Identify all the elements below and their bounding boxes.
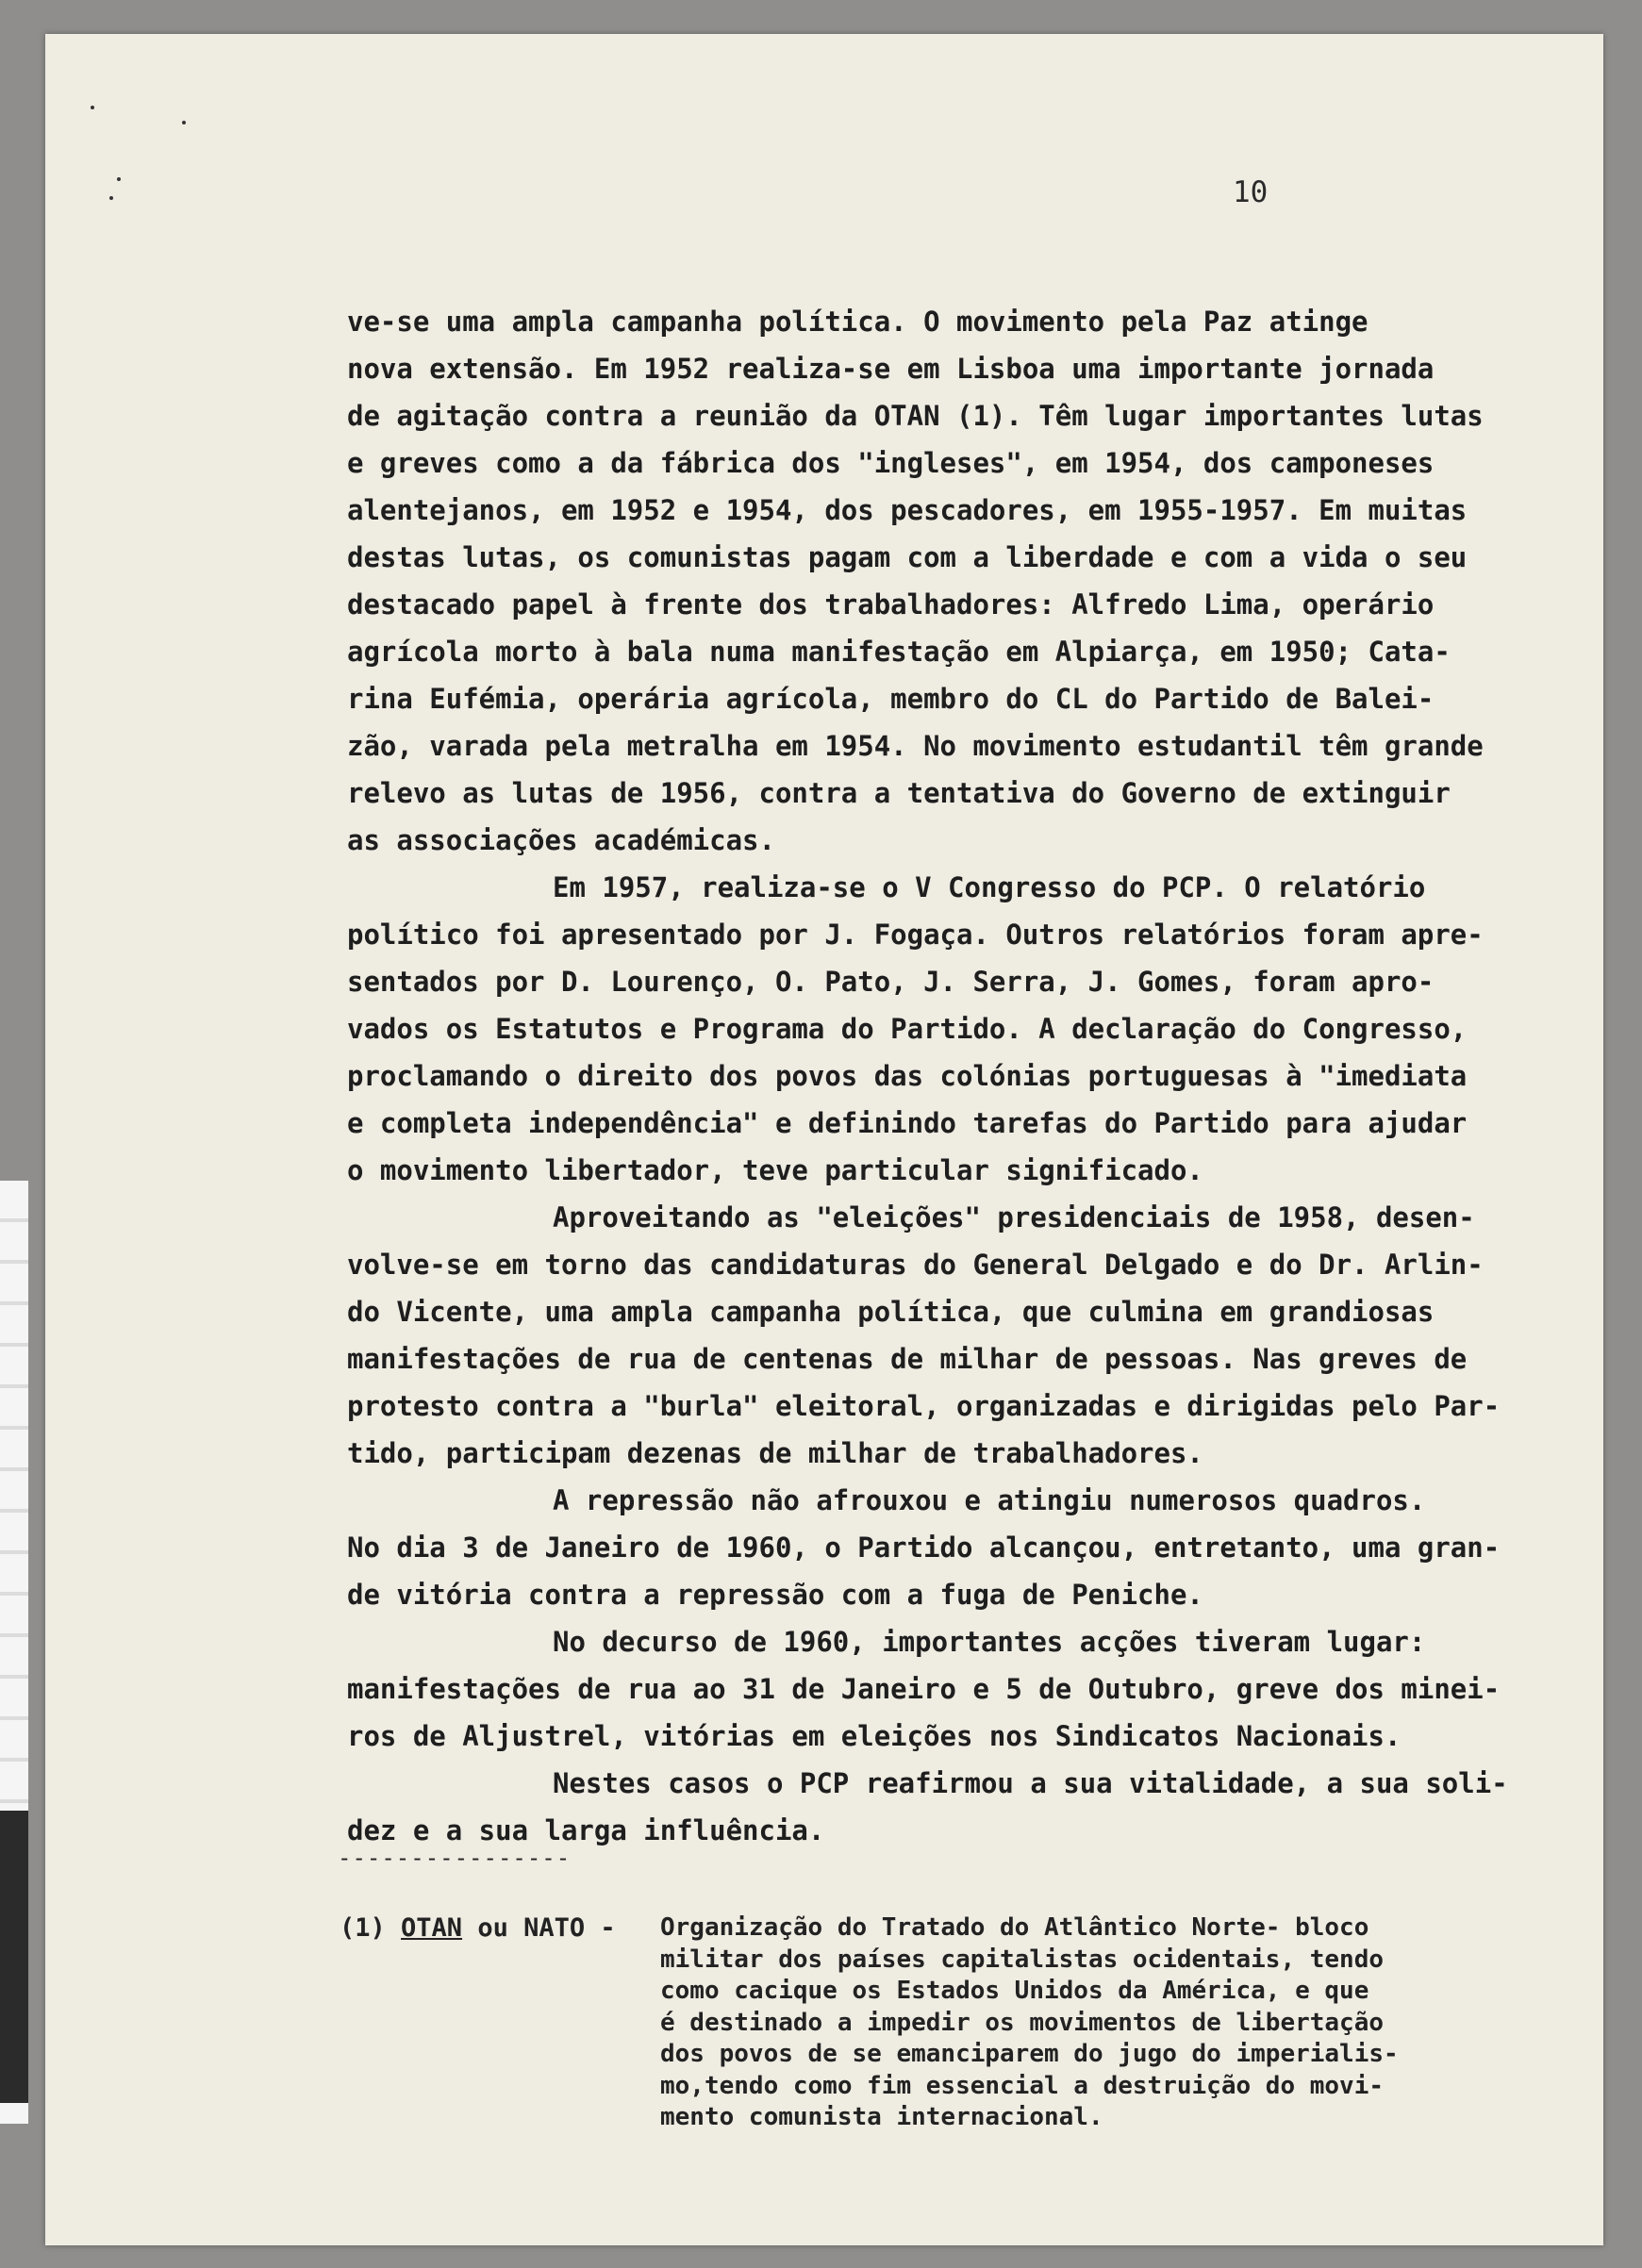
footnote-line: mo,tendo como fim essencial a destruição do movi- xyxy=(660,2071,1385,2100)
text-line: e greves como a da fábrica dos "ingleses", em 1954, dos camponeses xyxy=(347,447,1435,479)
text-line: No dia 3 de Janeiro de 1960, o Partido alcançou, entretanto, uma gran- xyxy=(347,1531,1501,1564)
text-line: e completa independência" e definindo tarefas do Partido para ajudar xyxy=(347,1107,1468,1139)
text-line: vados os Estatutos e Programa do Partido. A declaração do Congresso, xyxy=(347,1013,1468,1045)
footnote-line: mento comunista internacional. xyxy=(660,2103,1103,2131)
footnote-label xyxy=(340,1912,660,2134)
text-line: ros de Aljustrel, vitórias em eleições nos Sindicatos Nacionais. xyxy=(347,1720,1402,1752)
footnote-marker: (1) xyxy=(340,1913,402,1943)
text-line: nova extensão. Em 1952 realiza-se em Lisboa uma importante jornada xyxy=(347,353,1435,385)
footnote xyxy=(340,1912,1556,2134)
text-line: volve-se em torno das candidaturas do General Delgado e do Dr. Arlin- xyxy=(347,1249,1484,1281)
text-line: o movimento libertador, teve particular significado. xyxy=(347,1154,1203,1186)
text-line: Nestes casos o PCP reafirmou a sua vitalidade, a sua soli- xyxy=(553,1767,1508,1799)
text-line: de vitória contra a repressão com a fuga de Peniche. xyxy=(347,1579,1203,1611)
text-line: Aproveitando as "eleições" presidenciais de 1958, desen- xyxy=(553,1201,1475,1233)
footnote-body xyxy=(660,1912,1556,2134)
footnote-term-rest: ou NATO - xyxy=(462,1913,631,1943)
text-line: tido, participam dezenas de milhar de trabalhadores. xyxy=(347,1437,1203,1469)
text-line: de agitação contra a reunião da OTAN (1). Têm lugar importantes lutas xyxy=(347,400,1484,432)
text-line: manifestações de rua de centenas de milhar de pessoas. Nas greves de xyxy=(347,1343,1468,1375)
page-number: 10 xyxy=(1233,175,1269,209)
footnote-separator: ---------------- xyxy=(338,1845,572,1871)
text-line: relevo as lutas de 1956, contra a tentativa do Governo de extinguir xyxy=(347,777,1451,809)
footnote-line: é destinado a impedir os movimentos de libertação xyxy=(660,2008,1385,2037)
text-line: No decurso de 1960, importantes acções tiveram lugar: xyxy=(553,1626,1426,1658)
ink-speck xyxy=(91,106,94,109)
footnote-line: como cacique os Estados Unidos da América, e que xyxy=(660,1977,1369,2005)
footnote-line: dos povos de se emanciparem do jugo do imperialis- xyxy=(660,2040,1399,2068)
ruler-dark-band xyxy=(0,1811,28,2103)
text-line: proclamando o direito dos povos das colónias portuguesas à "imediata xyxy=(347,1060,1468,1092)
footnote-line: militar dos países capitalistas ocidentais, tendo xyxy=(660,1945,1385,1974)
text-line: político foi apresentado por J. Fogaça. Outros relatórios foram apre- xyxy=(347,919,1484,951)
text-line: A repressão não afrouxou e atingiu numerosos quadros. xyxy=(553,1484,1426,1516)
text-line: ve-se uma ampla campanha política. O movimento pela Paz atinge xyxy=(347,306,1368,338)
ink-speck xyxy=(182,121,186,124)
ink-speck xyxy=(117,177,121,181)
text-line: protesto contra a "burla" eleitoral, organizadas e dirigidas pelo Par- xyxy=(347,1390,1501,1422)
text-line: destas lutas, os comunistas pagam com a liberdade e com a vida o seu xyxy=(347,541,1468,573)
text-line: sentados por D. Lourenço, O. Pato, J. Serra, J. Gomes, foram apro- xyxy=(347,966,1435,998)
main-text xyxy=(347,298,1543,1854)
text-line: as associações académicas. xyxy=(347,824,775,856)
text-line: destacado papel à frente dos trabalhadores: Alfredo Lima, operário xyxy=(347,588,1435,621)
text-line: alentejanos, em 1952 e 1954, dos pescadores, em 1955-1957. Em muitas xyxy=(347,494,1468,526)
text-line: zão, varada pela metralha em 1954. No movimento estudantil têm grande xyxy=(347,730,1484,762)
text-line: rina Eufémia, operária agrícola, membro do CL do Partido de Balei- xyxy=(347,683,1435,715)
text-line: agrícola morto à bala numa manifestação em Alpiarça, em 1950; Cata- xyxy=(347,636,1451,668)
footnote-line: Organização do Tratado do Atlântico Norte- bloco xyxy=(660,1913,1369,1942)
text-line: do Vicente, uma ampla campanha política, que culmina em grandiosas xyxy=(347,1296,1435,1328)
text-line: Em 1957, realiza-se o V Congresso do PCP. O relatório xyxy=(553,871,1426,903)
text-line: manifestações de rua ao 31 de Janeiro e 5 de Outubro, greve dos minei- xyxy=(347,1673,1501,1705)
scale-ruler xyxy=(0,1181,28,2124)
text-line: dez e a sua larga influência. xyxy=(347,1814,825,1846)
ink-speck xyxy=(109,196,113,200)
footnote-term: OTAN xyxy=(401,1913,463,1943)
